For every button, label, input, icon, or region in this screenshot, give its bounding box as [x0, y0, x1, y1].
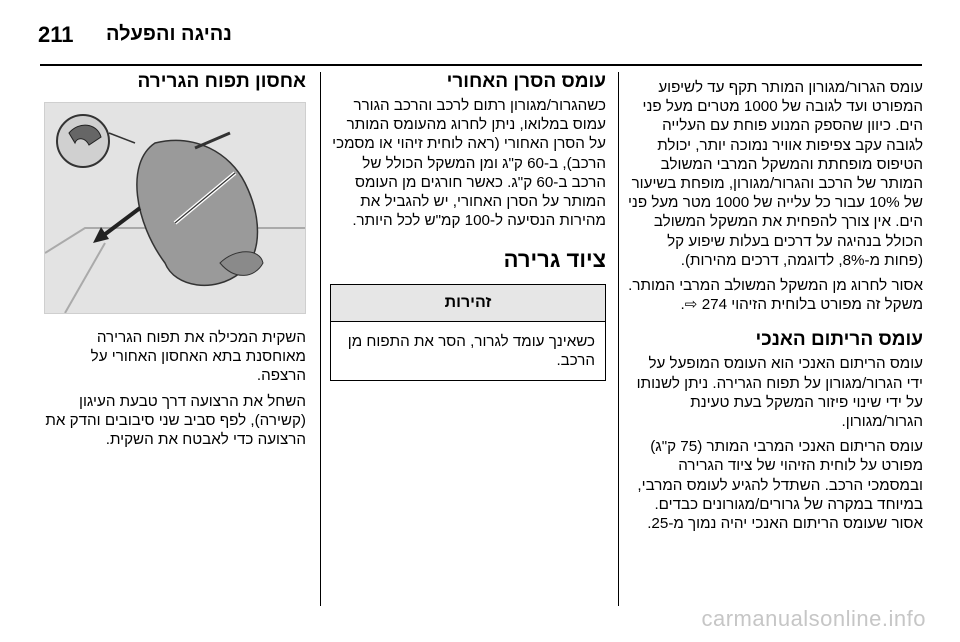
- right-column: [628, 78, 923, 539]
- section-title: נהיגה והפעלה: [106, 23, 232, 45]
- vertical-load-paragraph: עומס הריתום האנכי הוא העומס המופעל על ידי הגרור/מגורון על תפוח הגרירה. ניתן לשנותו על ידי שינוי פיזור המשקל בעת טעינת הגרור/מגורון.: [636, 355, 923, 431]
- page-header: [0, 14, 960, 54]
- towbar-bag-drawing: [45, 103, 305, 313]
- header-rule: [40, 64, 922, 66]
- vertical-load-heading: עומס הריתום האנכי: [755, 329, 923, 351]
- page-number: 211: [38, 22, 74, 47]
- max-vertical-load-paragraph: עומס הריתום האנכי המרבי המותר (75 ק"ג) מפורט על לוחית הזיהוי של ציוד הגרירה ובמסמכי הרכב. השתדל להגיע לעומס המרבי, במיוחד במקרה של גרורים/מגורונים כבדים. אסור שעומס הריתום האנכי יהיה נמוך מ-25.: [637, 438, 923, 533]
- caution-title: זהירות: [331, 285, 605, 321]
- left-column: [40, 70, 306, 455]
- storage-heading: אחסון תפוח הגרירה: [137, 71, 306, 92]
- caution-box: [330, 284, 606, 381]
- rear-axle-heading: עומס הסרן האחורי: [446, 71, 606, 92]
- column-divider-left: [320, 72, 321, 606]
- column-divider-right: [618, 72, 619, 606]
- strap-instructions-paragraph: השחל את הרצועה דרך טבעת העיגון (קשירה), לפף סביב שני סיבובים והדק את הרצועה כדי לאבטח את השקית.: [45, 392, 306, 449]
- rear-axle-paragraph: כשהגרור/מגורון רתום לרכב והרכב הגורר עמוס במלואו, ניתן לחרוג מהעומס המותר על הסרן האחורי (ראה לוחית זיהוי או מסמכי הרכב), ב-60 ק"ג ומן המשקל הכולל של הרכב ב-60 ק"ג. כאשר חורגים מן העומס המותר על הסרן האחורי, יש להגביל את מהירות הנסיעה ל-100 קמ"ש לכל היותר.: [332, 97, 606, 230]
- watermark: carmanualsonline.info: [701, 606, 926, 631]
- combined-weight-paragraph: אסור לחרוג מן המשקל המשולב המרבי המותר. משקל זה מפורט בלוחית הזיהוי 274 ⇨.: [628, 277, 923, 314]
- caution-text: כשאינך עומד לגרור, הסר את התפוח מן הרכב.: [347, 332, 595, 369]
- trailer-load-paragraph: עומס הגרור/מגורון המותר תקף עד לשיפוע המפורט ועד לגובה של 1000 מטרים מעל פני הים. כיוון שהספק המנוע פוחת עם העלייה לגובה עקב צפיפות אוויר נמוכה יותר, יכולת הטיפוס מופחתת והמשקל המרבי המשולב המותר של הרכב והגרור/מגורון, מופחת בשיעור של 10% עבור כל עלייה של 1000 מטר מעל פני הים. אין צורך להפחית את המשקל המשולב הכולל בנהיגה על דרכים בעלות שיפוע קל (פחות מ-8%, לדוגמה, דרכים מהירות).: [627, 79, 923, 269]
- bag-location-paragraph: השקית המכילה את תפוח הגרירה מאוחסנת בתא האחסון האחורי על הרצפה.: [90, 329, 306, 385]
- towing-equipment-heading: ציוד גרירה: [503, 247, 606, 273]
- middle-column: [330, 70, 606, 381]
- towbar-bag-illustration: [44, 102, 306, 314]
